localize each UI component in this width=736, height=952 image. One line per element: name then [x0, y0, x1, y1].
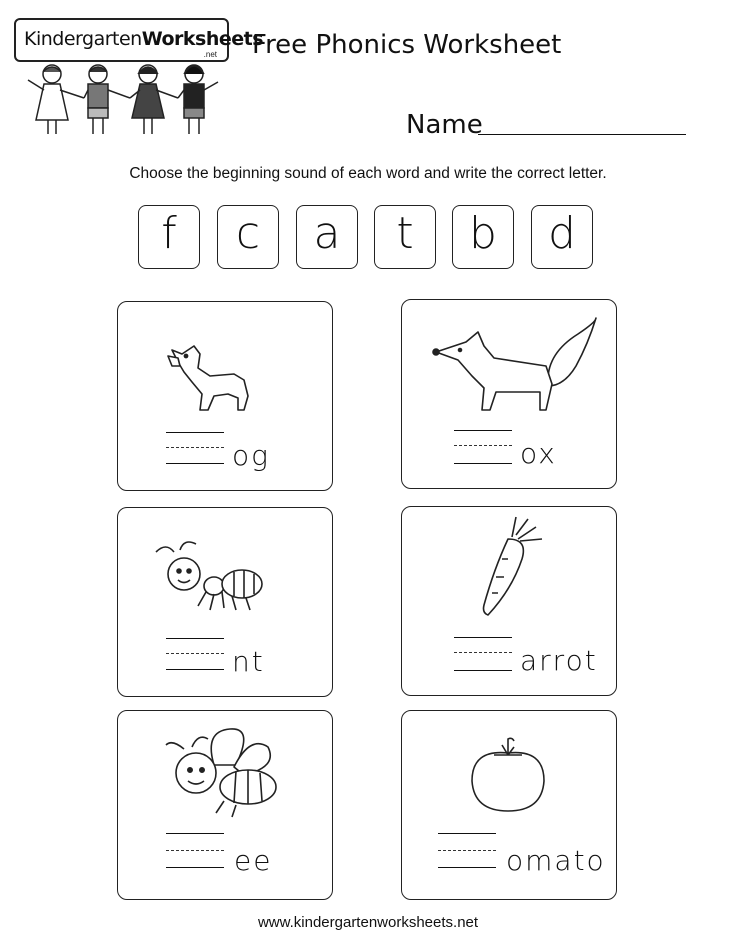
- worksheet-title: Free Phonics Worksheet: [252, 30, 562, 60]
- tomato-icon: [468, 735, 548, 815]
- word-card-bee: [117, 710, 333, 900]
- answer-line[interactable]: [166, 638, 224, 639]
- answer-line[interactable]: [454, 637, 512, 638]
- answer-line[interactable]: [166, 432, 224, 433]
- word-ending: omato: [506, 844, 606, 877]
- site-logo: [14, 18, 264, 62]
- word-card-carrot: [401, 506, 617, 696]
- letter-box: t: [374, 205, 436, 269]
- word-card-fox: [401, 299, 617, 489]
- word-card-dog: [117, 301, 333, 491]
- carrot-icon: [472, 513, 552, 619]
- letter-box: f: [138, 205, 200, 269]
- letter-box: b: [452, 205, 514, 269]
- base-line: [438, 867, 496, 868]
- base-line: [166, 669, 224, 670]
- guide-line: [166, 850, 224, 851]
- instructions: Choose the beginning sound of each word and write the correct letter.: [129, 165, 607, 182]
- letter-box: d: [531, 205, 593, 269]
- word-ending: arrot: [520, 644, 598, 677]
- word-ending: ox: [520, 437, 557, 470]
- fox-icon: [428, 314, 600, 414]
- base-line: [454, 670, 512, 671]
- answer-line[interactable]: [454, 430, 512, 431]
- kids-illustration-icon: [22, 62, 222, 140]
- word-card-ant: [117, 507, 333, 697]
- guide-line: [454, 652, 512, 653]
- logo-text: KindergartenWorksheets: [24, 28, 264, 50]
- guide-line: [454, 445, 512, 446]
- answer-line[interactable]: [166, 833, 224, 834]
- footer-url: www.kindergartenworksheets.net: [257, 914, 479, 931]
- letter-box: c: [217, 205, 279, 269]
- answer-line[interactable]: [438, 833, 496, 834]
- base-line: [454, 463, 512, 464]
- guide-line: [166, 447, 224, 448]
- logo-net: .net: [203, 50, 217, 59]
- base-line: [166, 463, 224, 464]
- name-field[interactable]: [478, 134, 686, 135]
- word-ending: ee: [234, 844, 273, 877]
- base-line: [166, 867, 224, 868]
- guide-line: [438, 850, 496, 851]
- word-ending: og: [232, 439, 270, 472]
- name-label: Name: [406, 110, 483, 140]
- word-ending: nt: [232, 645, 265, 678]
- guide-line: [166, 653, 224, 654]
- word-card-tomato: [401, 710, 617, 900]
- letter-box: a: [296, 205, 358, 269]
- ant-icon: [154, 538, 266, 614]
- dog-icon: [158, 332, 258, 417]
- bee-icon: [164, 725, 284, 821]
